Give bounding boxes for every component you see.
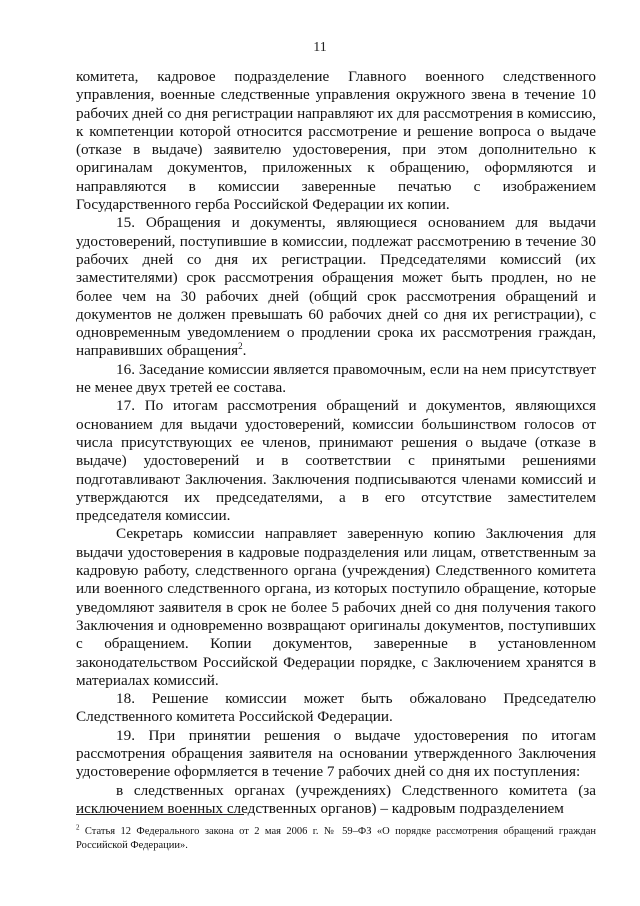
paragraph-17-secretary: Секретарь комиссии направляет заверенную копию Заключения для выдачи удостоверения в кадровые подразделения или лицам, ответственным за кадровую работу, следственного органа (учреждения) Следственного комитета или военного следственного органа, из которых поступило обращение, которые уведомляют заявителя в срок не более 5 рабочих дней со дня получения такого Заключения и одновременно возвращают оригиналы документов, поступивших с обращением. Копии документов, заверенные в установленном законодательством Российской Федерации порядке, с Заключением хранятся в материалах комиссий. <box>76 525 596 689</box>
paragraph-15 <box>76 214 596 360</box>
footnote-text: Статья 12 Федерального закона от 2 мая 2006 г. № 59–ФЗ «О порядке рассмотрения обращений граждан Российской Федерации». <box>76 826 596 851</box>
footnote-reference[interactable]: 2 <box>238 341 243 352</box>
footnote-marker: 2 <box>76 823 80 832</box>
paragraph-19: 19. При принятии решения о выдаче удостоверения по итогам рассмотрения обращения заявителя на основании утвержденного Заключения удостоверение оформляется в течение 7 рабочих дней со дня их поступления: <box>76 726 596 781</box>
paragraph-18: 18. Решение комиссии может быть обжаловано Председателю Следственного комитета Российской Федерации. <box>76 690 596 726</box>
paragraph-17: 17. По итогам рассмотрения обращений и документов, являющихся основанием для выдачи удостоверений, комиссии большинством голосов от числа присутствующих ее членов, принимают решения о выдаче (отказе в выдаче) удостоверений и в соответствии с принятыми решениями подготавливают Заключения. Заключения подписываются членами комиссий и утверждаются их председателями, а в его отсутствие заместителем председателя комиссии. <box>76 397 596 525</box>
footnote <box>76 825 596 852</box>
paragraph-19-item: в следственных органах (учреждениях) Следственного комитета (за исключением военных следственных органов) – кадровым подразделением <box>76 781 596 817</box>
paragraph-15-end: . <box>242 342 247 360</box>
document-body <box>76 68 596 818</box>
footnote-divider <box>76 814 244 815</box>
paragraph-continuation: комитета, кадровое подразделение Главного военного следственного управления, военные следственные управления окружного звена в течение 10 рабочих дней со дня регистрации направляют их для рассмотрения в комиссию, к компетенции которой относится рассмотрение и решение вопроса о выдаче (отказе в выдаче) заявителю удостоверения, при этом дополнительно к оригиналам документов, приложенных к обращению, оформляются и направляются в комиссии заверенные печатью с изображением Государственного герба Российской Федерации их копии. <box>76 68 596 214</box>
paragraph-15-text: 15. Обращения и документы, являющиеся основанием для выдачи удостоверений, поступившие в комиссии, подлежат рассмотрению в течение 30 рабочих дней со дня их регистрации. Председателями комиссий (их заместителями) срок рассмотрения обращения может быть продлен, но не более чем на 30 рабочих дней (общий срок рассмотрения обращений и документов не должен превышать 60 рабочих дней со дня их регистрации), с одновременным уведомлением о продлении срока их рассмотрения граждан, направивших обращения <box>76 214 596 360</box>
paragraph-16: 16. Заседание комиссии является правомочным, если на нем присутствует не менее двух третей ее состава. <box>76 360 596 397</box>
page-number: 11 <box>313 40 327 55</box>
